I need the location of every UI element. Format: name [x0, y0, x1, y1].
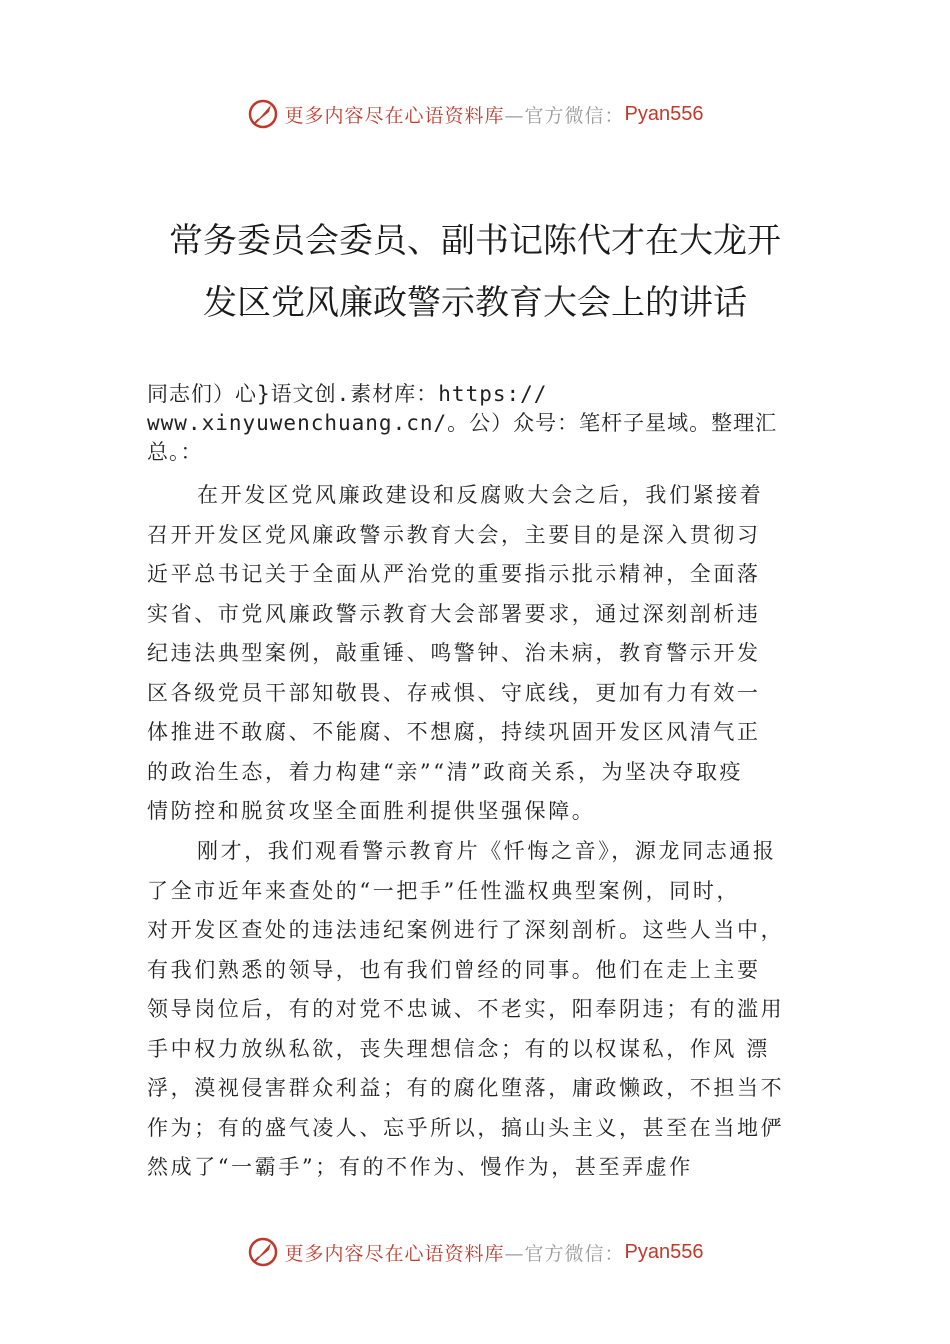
paragraph-line: 有我们熟悉的领导，也有我们曾经的同事。他们在走上主要: [147, 957, 761, 982]
paragraph-line: 区各级党员干部知敬畏、存戒惧、守底线，更加有力有效一: [147, 680, 761, 705]
paragraph-line: 对开发区查处的违法违纪案例进行了深刻剖析。这些人当中，: [147, 918, 785, 942]
paragraph-line: 浮，漠视侵害群众利益；有的腐化堕落，庸政懒政，不担当不: [147, 1076, 785, 1100]
paragraph-line: 作为；有的盛气凌人、忘乎所以，搞山头主义，甚至在当地俨: [147, 1115, 785, 1140]
salutation-block: [147, 380, 827, 467]
header-banner: [0, 94, 950, 134]
document-title-line-2: 发区党风廉政警示教育大会上的讲话: [203, 283, 747, 323]
quill-seal-icon: [247, 1236, 279, 1268]
salutation-line: www.xinyuwenchuang.cn/。公）众号：笔杆子星域。整理汇: [147, 411, 778, 435]
banner-text: 更多内容尽在心语资料库: [284, 1242, 505, 1265]
paragraph-line: 刚才，我们观看警示教育片《忏悔之音》，源龙同志通报: [197, 839, 777, 863]
body-paragraph-2: [147, 832, 827, 1188]
quill-seal-icon: [247, 98, 279, 130]
paragraph-line: 实省、市党风廉政警示教育大会部署要求，通过深刻剖析违: [147, 601, 761, 626]
paragraph-line: 了全市近年来查处的“一把手”任性滥权典型案例，同时，: [147, 878, 741, 903]
banner-wechat-label: —官方微信：: [504, 1242, 625, 1265]
paragraph-line: 体推进不敢腐、不能腐、不想腐，持续巩固开发区风清气正: [147, 720, 761, 744]
footer-banner: [0, 1232, 950, 1272]
salutation-line: 同志们）心}语文创.素材库：https://: [147, 382, 548, 406]
paragraph-line: 然成了“一霸手”；有的不作为、慢作为，甚至弄虚作: [147, 1155, 693, 1179]
banner-wechat-label: —官方微信：: [504, 104, 625, 127]
paragraph-line: 情防控和脱贫攻坚全面胜利提供坚强保障。: [147, 799, 596, 823]
paragraph-line: 召开开发区党风廉政警示教育大会，主要目的是深入贯彻习: [147, 522, 761, 547]
document-title-line-1: 常务委员会委员、副书记陈代才在大龙开: [169, 221, 781, 261]
paragraph-line: 在开发区党风廉政建设和反腐败大会之后，我们紧接着: [197, 483, 764, 507]
salutation-line: 总。：: [147, 440, 203, 464]
banner-wechat-id: Pyan556: [624, 1240, 704, 1263]
paragraph-line: 近平总书记关于全面从严治党的重要指示批示精神，全面落: [147, 562, 761, 586]
paragraph-line: 手中权力放纵私欲，丧失理想信念；有的以权谋私，作风 漂: [147, 1036, 770, 1061]
paragraph-line: 的政治生态，着力构建“亲”“清”政商关系，为坚决夺取疫: [147, 759, 744, 784]
paragraph-line: 领导岗位后，有的对党不忠诚、不老实，阳奉阴违；有的滥用: [147, 997, 785, 1021]
paragraph-line: 纪违法典型案例，敲重锤、鸣警钟、治未病，教育警示开发: [147, 641, 761, 665]
banner-wechat-id: Pyan556: [624, 102, 704, 125]
body-paragraph-1: [147, 476, 827, 832]
banner-text: 更多内容尽在心语资料库: [284, 104, 505, 127]
